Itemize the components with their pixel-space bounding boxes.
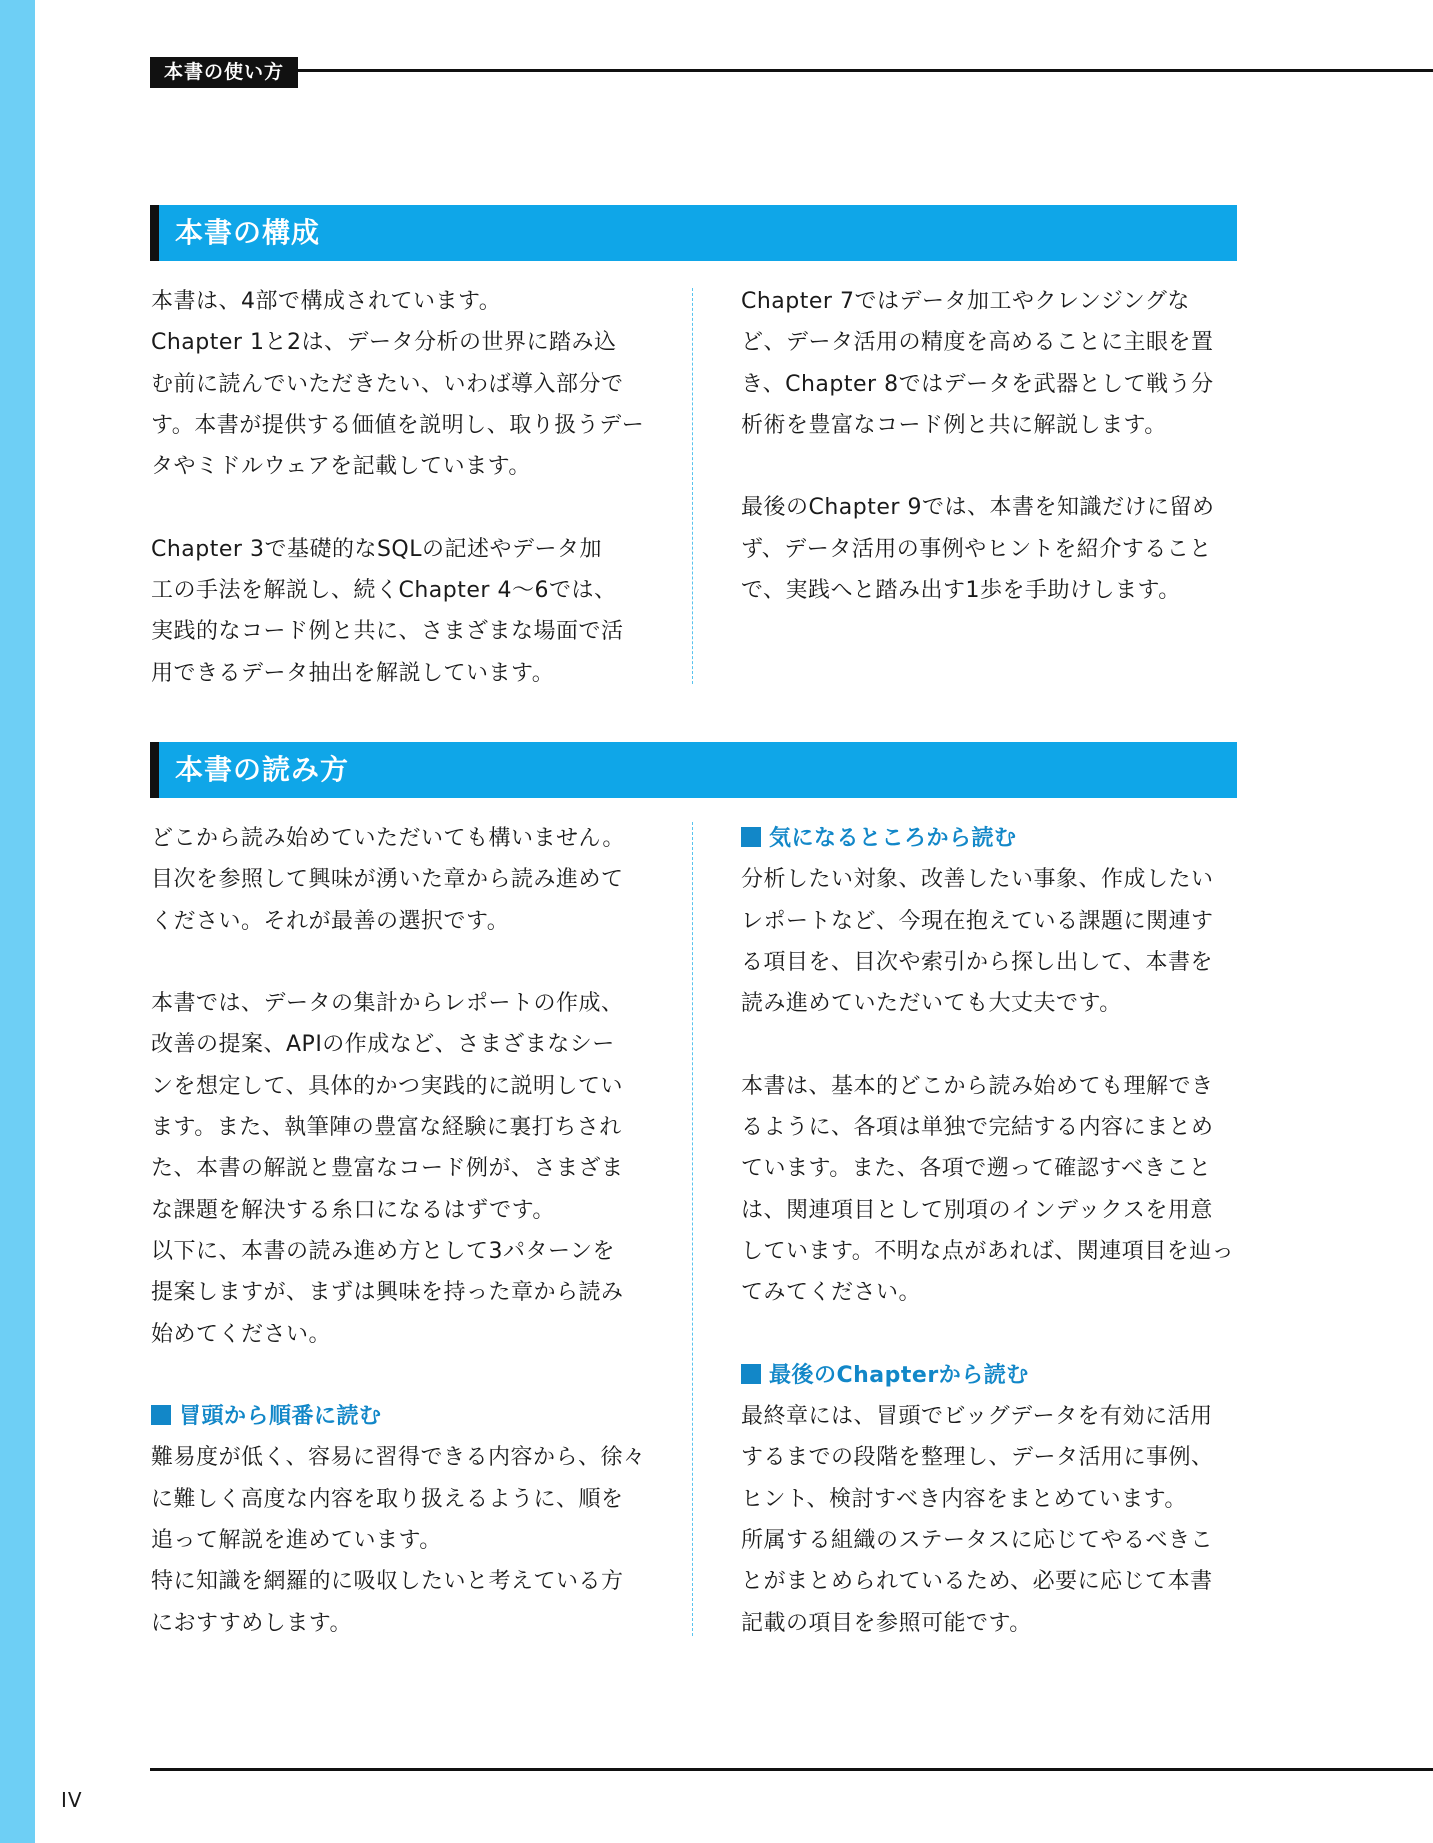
section1-left-column <box>151 281 651 694</box>
section-heading-structure <box>150 205 1237 261</box>
text-line: で、実践へと踏み出す1歩を手助けします。 <box>741 578 1181 604</box>
text-line: ます。また、執筆陣の豊富な経験に裏打ちされ <box>151 1115 622 1141</box>
square-bullet-icon <box>741 827 761 847</box>
text-line: ンを想定して、具体的かつ実践的に説明してい <box>151 1073 624 1099</box>
column-divider <box>692 288 693 684</box>
text-line: は、関連項目として別項のインデックスを用意 <box>741 1197 1213 1223</box>
text-line: 本書は、4部で構成されています。 <box>151 289 502 314</box>
text-line: 読み進めていただいても大丈夫です。 <box>741 991 1122 1017</box>
header-rule <box>150 69 1433 72</box>
text-line: に難しく高度な内容を取り扱えるように、順を <box>151 1486 624 1512</box>
page-number: IV <box>61 1788 83 1812</box>
column-divider <box>692 822 693 1636</box>
square-bullet-icon <box>741 1364 761 1384</box>
text-line: 工の手法を解説し、続くChapter 4〜6では、 <box>151 578 617 604</box>
text-line: ず、データ活用の事例やヒントを紹介すること <box>741 536 1212 562</box>
text-line: 所属する組織のステータスに応じてやるべきこ <box>741 1528 1214 1554</box>
text-line: る項目を、目次や索引から探し出して、本書を <box>741 949 1214 975</box>
text-line: タやミドルウェアを記載しています。 <box>151 454 531 480</box>
text-line: ど、データ活用の精度を高めることに主眼を置 <box>741 330 1214 356</box>
subheading-read-last-chapter: 最後のChapterから読む <box>741 1355 1241 1396</box>
text-line: 追って解説を進めています。 <box>151 1528 442 1554</box>
text-line: な課題を解決する糸口になるはずです。 <box>151 1197 555 1223</box>
footer-rule <box>150 1768 1433 1771</box>
section-title: 本書の構成 <box>175 216 321 249</box>
text-line: とがまとめられているため、必要に応じて本書 <box>741 1569 1213 1595</box>
subheading-read-in-order: 冒頭から順番に読む <box>151 1396 651 1437</box>
text-line: 析術を豊富なコード例と共に解説します。 <box>741 412 1167 438</box>
text-line: 記載の項目を参照可能です。 <box>741 1610 1032 1636</box>
text-line: す。本書が提供する価値を説明し、取り扱うデー <box>151 412 645 438</box>
text-line: 以下に、本書の読み進め方として3パターンを <box>151 1238 616 1264</box>
text-line: 本書では、データの集計からレポートの作成、 <box>151 991 624 1017</box>
text-line: Chapter 3で基礎的なSQLの記述やデータ加 <box>151 536 602 562</box>
square-bullet-icon <box>151 1405 171 1425</box>
text-line: どこから読み始めていただいても構いません。 <box>151 826 625 851</box>
text-line: るように、各項は単独で完結する内容にまとめ <box>741 1115 1214 1141</box>
text-line: 始めてください。 <box>151 1321 332 1347</box>
text-line: た、本書の解説と豊富なコード例が、さまざま <box>151 1156 624 1182</box>
text-line: 最後のChapter 9では、本書を知識だけに留め <box>741 495 1215 521</box>
text-line: 改善の提案、APIの作成など、さまざまなシー <box>151 1032 615 1058</box>
text-line: 特に知識を網羅的に吸収したいと考えている方 <box>151 1569 624 1595</box>
section2-left-column <box>151 818 651 1644</box>
text-line: 分析したい対象、改善したい事象、作成したい <box>741 867 1214 893</box>
text-line: 用できるデータ抽出を解説しています。 <box>151 660 555 686</box>
text-line: するまでの段階を整理し、データ活用に事例、 <box>741 1445 1214 1471</box>
text-line: におすすめします。 <box>151 1610 352 1636</box>
text-line: ください。それが最善の選択です。 <box>151 908 510 934</box>
text-line: しています。不明な点があれば、関連項目を辿っ <box>741 1238 1235 1264</box>
left-color-strip <box>0 0 35 1843</box>
text-line: Chapter 7ではデータ加工やクレンジングな <box>741 289 1190 314</box>
text-line: 最終章には、冒頭でビッグデータを有効に活用 <box>741 1404 1213 1430</box>
text-line: む前に読んでいただきたい、いわば導入部分で <box>151 371 624 397</box>
text-line: てみてください。 <box>741 1280 922 1306</box>
text-line: 難易度が低く、容易に習得できる内容から、徐々 <box>151 1445 646 1471</box>
section1-right-column <box>741 281 1241 611</box>
subheading-read-what-interests: 気になるところから読む <box>741 818 1241 859</box>
text-line: き、Chapter 8ではデータを武器として戦う分 <box>741 371 1214 397</box>
text-line: レポートなど、今現在抱えている課題に関連す <box>741 908 1214 934</box>
section-heading-how-to-read <box>150 742 1237 798</box>
text-line: ヒント、検討すべき内容をまとめています。 <box>741 1486 1187 1512</box>
header-tag: 本書の使い方 <box>150 57 298 88</box>
section-title: 本書の読み方 <box>175 753 350 786</box>
text-line: 提案しますが、まずは興味を持った章から読み <box>151 1280 624 1306</box>
text-line: 実践的なコード例と共に、さまざまな場面で活 <box>151 619 624 645</box>
text-line: Chapter 1と2は、データ分析の世界に踏み込 <box>151 330 617 356</box>
text-line: ています。また、各項で遡って確認すべきこと <box>741 1156 1212 1182</box>
text-line: 目次を参照して興味が湧いた章から読み進めて <box>151 867 624 893</box>
text-line: 本書は、基本的どこから読み始めても理解でき <box>741 1073 1214 1099</box>
section2-right-column <box>741 818 1241 1644</box>
